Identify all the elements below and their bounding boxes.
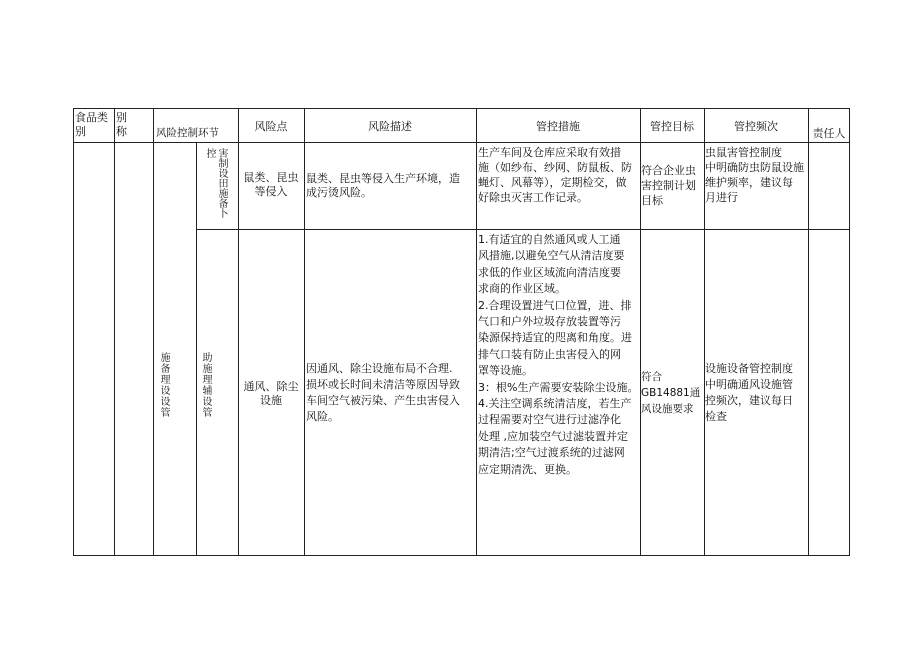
row1-risk-desc: 鼠类、昆虫等侵入生产环境，造 成污烫风险。 [306, 172, 460, 199]
table-top-border [73, 108, 849, 109]
row2-measures: 1.有适宜的自然通风或人工通 风措施,以避免空气从清洁度要 求低的作业区域流向清洁度要 求商的作业区域。 2.合理设置进气口位置，进、排 气口和户外垃圾存放装置等污 染源保持适宜的咫离和角度。进 排气口装有防止虫害侵入的网 罩等设施。 3：根%生产需要安装除尘设施。 4.关注空调系统清洁度，若生产 过程需要对空气进行过滤净化 处理 ,应加装空气过滤装置并定 期清洁;空气过渡系统的过滤网 应定期清洗、更换。 [478, 233, 639, 476]
header-risk-link: 风险控制环节 [156, 127, 219, 139]
row2-frequency: 设施设备管控制度 中明确通风设施管 控频次，建议每日 检查 [705, 362, 793, 423]
header-measures: 管控措施 [536, 120, 580, 133]
header-responsible: 责任人 [812, 127, 846, 140]
row2-sub-link: 助施理辅设管 [200, 352, 211, 418]
header-bottom-border [73, 142, 849, 143]
row2-target: 符合 GB14881通 风设施要求 [641, 371, 701, 415]
header-food-category: 食品类 别 [75, 111, 108, 138]
row1-measures: 生产车间及仓库应采取有效措 施（如纱布、纱网、防鼠板、防 蝇灯、风幕等），定期检交，做 好除虫灭害工作记录。 [478, 146, 632, 204]
row-divider [196, 229, 849, 230]
header-target: 管控目标 [650, 120, 694, 133]
row2-risk-desc: 因通风、除尘设施布局不合理. 损坏或长时间未清洁等原因导致 车间空气被污染、产生虫害侵入 风险。 [306, 362, 460, 423]
col-border-10 [849, 108, 850, 556]
col-border-6 [476, 108, 477, 556]
header-subcategory: 别 称 [116, 111, 127, 138]
col-border-3 [196, 142, 197, 556]
header-frequency: 管控频次 [734, 120, 778, 133]
row1-risk-point: 鼠类、昆虫 等侵入 [243, 171, 299, 198]
table-bottom-border [73, 555, 849, 556]
row1-target: 符合企业虫 害控制计划 目标 [641, 164, 696, 207]
row2-risk-point: 通风、除尘 设施 [243, 380, 299, 407]
row1-sub-link: 害制设田施备卜控 [204, 148, 227, 218]
col-border-1 [114, 108, 115, 556]
col-border-9 [808, 108, 809, 556]
group-label: 施备理设设管 [158, 352, 169, 418]
col-border-2 [153, 108, 154, 556]
header-risk-desc: 风险描述 [368, 120, 412, 133]
header-risk-point: 风险点 [254, 120, 288, 133]
row1-frequency: 虫鼠害管控制度 中明确防虫防鼠设施 维护频率，建议每 月进行 [705, 146, 804, 204]
col-border-0 [73, 108, 74, 556]
col-border-5 [304, 108, 305, 556]
